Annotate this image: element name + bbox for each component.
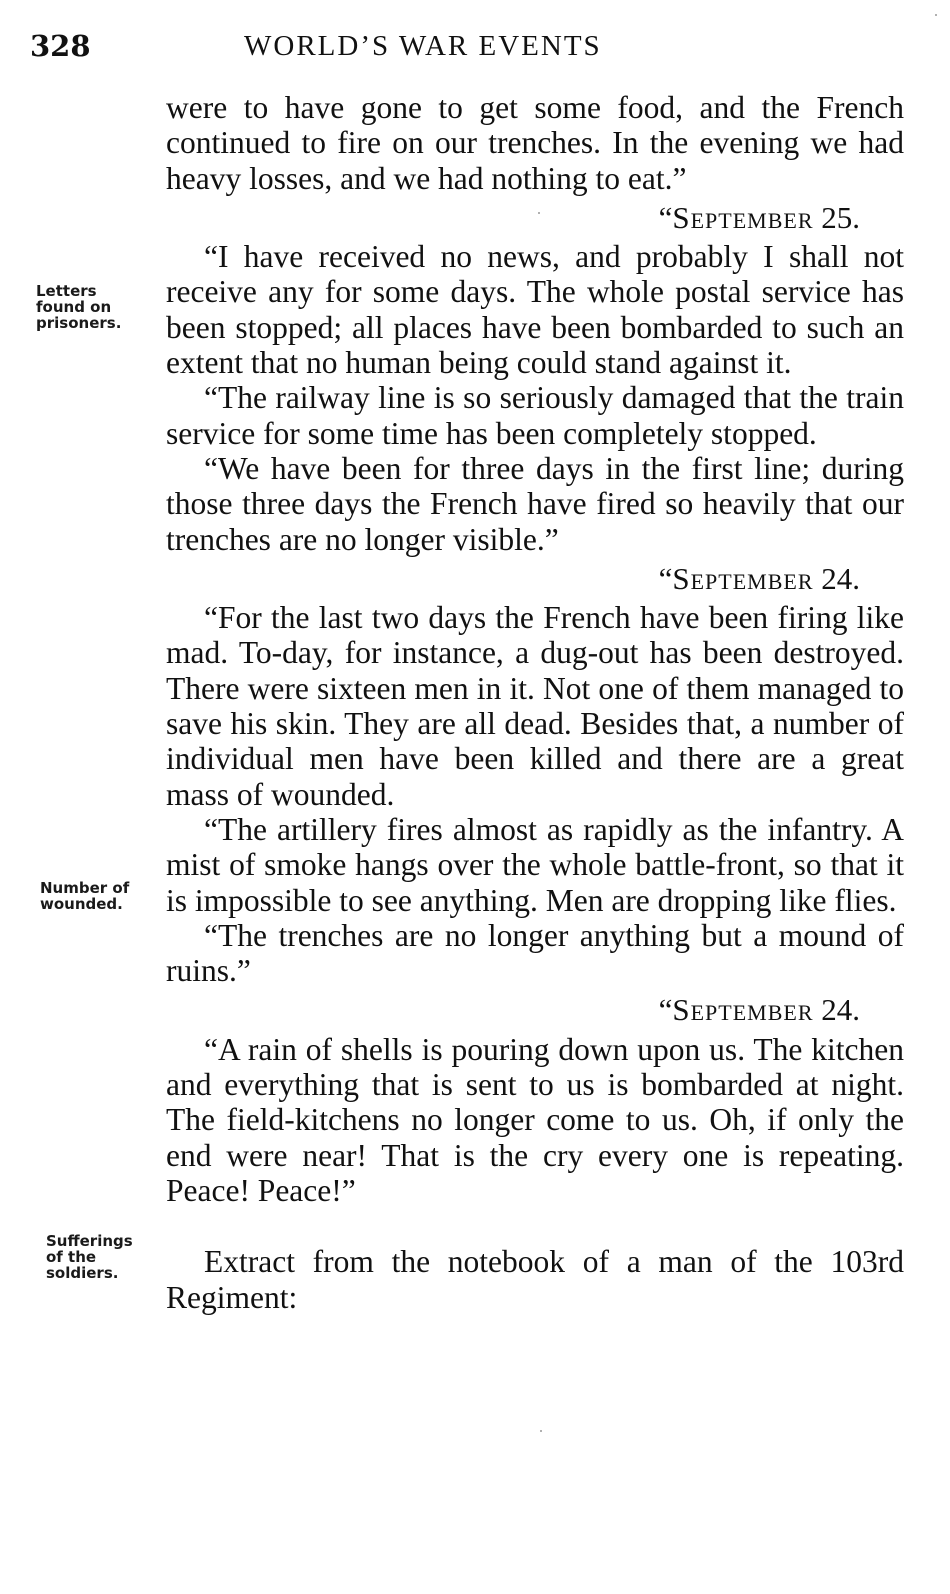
margin-note-wounded [40, 880, 170, 912]
print-speck [935, 14, 937, 16]
paragraph: “For the last two days the French have been firing like mad. To-day, for instance, a dug-out has been destroyed. There were sixteen men in it. Not one of them managed to save his skin. They are all dead. Besides that, a number of individual men have been killed and there are a great mass of wounded. [166, 600, 904, 812]
margin-note-line: of the [46, 1248, 97, 1266]
margin-note-line: Letters [36, 282, 97, 300]
print-speck [538, 212, 540, 214]
margin-note-sufferings [46, 1233, 176, 1281]
dateline-quote: “ [658, 199, 673, 235]
margin-note-letters [36, 283, 166, 331]
dateline [166, 992, 904, 1027]
dateline-quote: “ [658, 560, 673, 596]
paragraph: “We have been for three days in the first line; during those three days the French have fired so heavily that our trenches are no longer visible.” [166, 450, 904, 557]
dateline-month: September [672, 992, 814, 1028]
running-title: WORLD’S WAR EVENTS [244, 30, 602, 62]
margin-note-line: Number of [40, 879, 130, 897]
dateline [166, 561, 904, 596]
dateline-month: September [672, 199, 814, 235]
body-text [166, 90, 904, 1315]
paragraph: were to have gone to get some food, and the French continued to fire on our trenches. In the evening we had heavy losses, and we had nothing to eat.” [166, 90, 904, 196]
paragraph: “A rain of shells is pouring down upon us. The kitchen and everything that is sent to us is bombarded at night. The field-kitchens no longer come to us. Oh, if only the end were near! That is the cry every one is repeating. Peace! Peace!” [166, 1031, 904, 1208]
margin-note-line: found on [36, 298, 112, 316]
paragraph: “The railway line is so seriously damaged that the train service for some time has been completely stopped. [166, 380, 904, 451]
dateline-quote: “ [658, 992, 673, 1028]
margin-note-line: soldiers. [46, 1264, 119, 1282]
paragraph: Extract from the notebook of a man of the 103rd Regiment: [166, 1244, 904, 1315]
margin-note-line: wounded. [40, 895, 123, 913]
dateline-day: 25. [813, 199, 860, 235]
dateline-month: September [672, 560, 814, 596]
paragraph: “I have received no news, and probably I shall not receive any for some days. The whole postal service has been stopped; all places have been bombarded to such an extent that no human being could stand against it. [166, 239, 904, 381]
print-speck [540, 1430, 542, 1432]
dateline-day: 24. [813, 560, 860, 596]
margin-note-line: Sufferings [46, 1232, 133, 1250]
paragraph: “The artillery fires almost as rapidly as the infantry. A mist of smoke hangs over the whole battle-front, so that it is impossible to see anything. Men are dropping like flies. [166, 811, 904, 918]
dateline-day: 24. [813, 992, 860, 1028]
margin-note-line: prisoners. [36, 314, 122, 332]
page-number: 328 [30, 29, 91, 63]
page-header [30, 26, 910, 66]
paragraph: “The trenches are no longer anything but a mound of ruins.” [166, 917, 904, 989]
paragraph-gap [166, 1208, 904, 1244]
dateline [166, 200, 904, 235]
